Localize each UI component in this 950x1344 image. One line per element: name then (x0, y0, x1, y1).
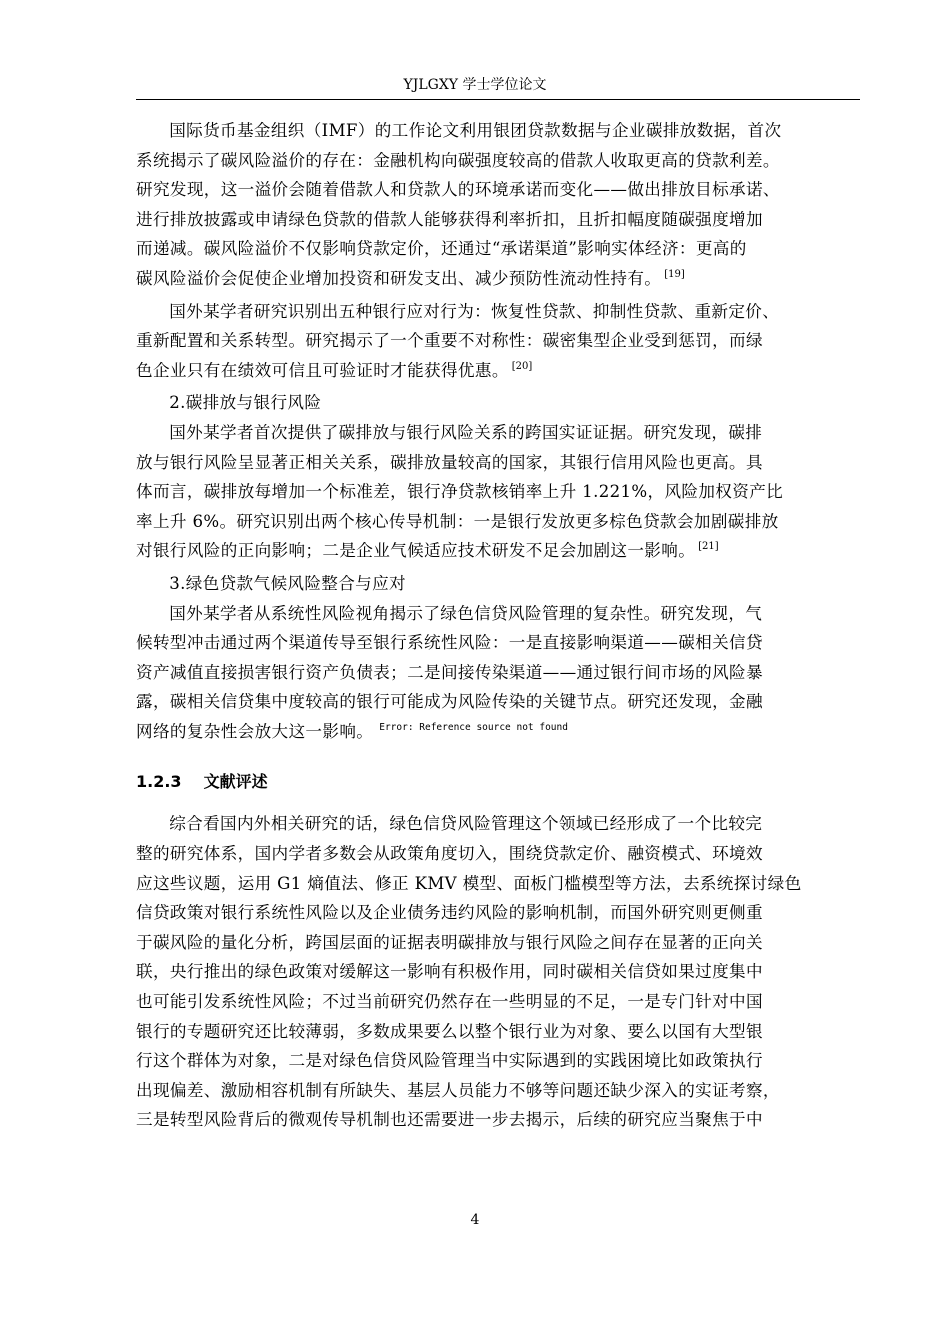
line-text: 进行排放披露或申请绿色贷款的借款人能够获得利率折扣，且折扣幅度随碳强度增加 (136, 209, 763, 229)
paragraph-line (136, 869, 860, 899)
body-paragraph (136, 809, 860, 1135)
line-text: 系统揭示了碳风险溢价的存在：金融机构向碳强度较高的借款人收取更高的贷款利差。 (136, 150, 780, 170)
subsection-heading: 2.碳排放与银行风险 (169, 393, 322, 413)
paragraph-line (136, 116, 860, 146)
line-text: 露，碳相关信贷集中度较高的银行可能成为风险传染的关键节点。研究还发现，金融 (136, 692, 763, 712)
paragraph-line (136, 536, 860, 569)
line-text: 整的研究体系，国内学者多数会从政策角度切入，围绕贷款定价、融资模式、环境效 (136, 844, 763, 864)
line-text: 出现偏差、激励相容机制有所缺失、基层人员能力不够等问题还缺少深入的实证考察， (136, 1080, 780, 1100)
paragraph-line (136, 1017, 860, 1047)
citation-ref[interactable]: [19] (664, 268, 685, 280)
paragraph-line (136, 507, 860, 537)
line-text: 资产减值直接损害银行资产负债表；二是间接传染渠道——通过银行间市场的风险暴 (136, 662, 763, 682)
paragraph-line (136, 687, 860, 717)
paragraph-line (136, 599, 860, 629)
paragraph-line (136, 418, 860, 448)
line-text: 也可能引发系统性风险；不过当前研究仍然存在一些明显的不足，一是专门针对中国 (136, 992, 763, 1012)
line-text: 应这些议题，运用 G1 熵值法、修正 KMV 模型、面板门槛模型等方法，去系统探讨绿色 (136, 873, 802, 893)
line-text: 而递减。碳风险溢价不仅影响贷款定价，还通过“承诺渠道”影响实体经济：更高的 (136, 239, 747, 259)
line-text: 联，央行推出的绿色政策对缓解这一影响有积极作用，同时碳相关信贷如果过度集中 (136, 962, 763, 982)
line-text: 放与银行风险呈显著正相关关系，碳排放量较高的国家，其银行信用风险也更高。具 (136, 452, 763, 472)
subsection-heading: 3.绿色贷款气候风险整合与应对 (169, 573, 406, 593)
running-header: YJLGXY 学士学位论文 (403, 77, 547, 93)
line-text: 候转型冲击通过两个渠道传导至银行系统性风险：一是直接影响渠道——碳相关信贷 (136, 633, 763, 653)
paragraph-line (136, 1046, 860, 1076)
paragraph-line (136, 928, 860, 958)
line-text: 国外某学者从系统性风险视角揭示了绿色信贷风险管理的复杂性。研究发现，气 (169, 603, 763, 623)
line-text: 信贷政策对银行系统性风险以及企业债务违约风险的影响机制，而国外研究则更侧重 (136, 903, 763, 923)
paragraph-line (136, 957, 860, 987)
line-text: 网络的复杂性会放大这一影响。 (136, 721, 374, 741)
line-text: 国际货币基金组织（IMF）的工作论文利用银团贷款数据与企业碳排放数据，首次 (169, 121, 782, 140)
paragraph-line (136, 809, 860, 839)
paragraph-line (136, 356, 860, 389)
line-text: 色企业只有在绩效可信且可验证时才能获得优惠。 (136, 360, 509, 380)
paragraph-line (136, 658, 860, 688)
paragraph-line (136, 839, 860, 869)
section-heading (136, 749, 860, 809)
line-text: 国外某学者首次提供了碳排放与银行风险关系的跨国实证证据。研究发现，碳排 (169, 422, 763, 442)
line-text: 率上升 6%。研究识别出两个核心传导机制：一是银行发放更多棕色贷款会加剧碳排放 (136, 511, 779, 531)
paragraph-line (136, 297, 860, 327)
section-number: 1.2.3 (136, 772, 182, 792)
page-body (136, 116, 860, 1135)
paragraph-line (136, 146, 860, 176)
paragraph-line (136, 1105, 860, 1135)
paragraph-line (136, 477, 860, 507)
paragraph-line (136, 1076, 860, 1106)
paragraph-line (136, 448, 860, 478)
line-text: 对银行风险的正向影响；二是企业气候适应技术研发不足会加剧这一影响。 (136, 541, 696, 561)
paragraph-line (136, 264, 860, 297)
paragraph-line (136, 898, 860, 928)
line-text: 行这个群体为对象，二是对绿色信贷风险管理当中实际遇到的实践困境比如政策执行 (136, 1051, 763, 1071)
line-text: 三是转型风险背后的微观传导机制也还需要进一步去揭示，后续的研究应当聚焦于中 (136, 1110, 763, 1130)
paragraph-line (136, 326, 860, 356)
line-text: 研究发现，这一溢价会随着借款人和贷款人的环境承诺而变化——做出排放目标承诺、 (136, 180, 780, 200)
line-text: 银行的专题研究还比较薄弱，多数成果要么以整个银行业为对象、要么以国有大型银 (136, 1021, 763, 1041)
line-text: 重新配置和关系转型。研究揭示了一个重要不对称性：碳密集型企业受到惩罚，而绿 (136, 331, 763, 351)
paragraph-line (136, 628, 860, 658)
line-text: 碳风险溢价会促使企业增加投资和研发支出、减少预防性流动性持有。 (136, 268, 662, 288)
citation-ref[interactable]: [21] (698, 541, 719, 553)
line-text: 于碳风险的量化分析，跨国层面的证据表明碳排放与银行风险之间存在显著的正向关 (136, 932, 763, 952)
paragraph-line (136, 234, 860, 264)
page-number: 4 (470, 1212, 480, 1228)
section-title: 文献评述 (203, 772, 268, 792)
body-paragraph (136, 297, 860, 389)
paragraph-line (136, 205, 860, 235)
line-text: 体而言，碳排放每增加一个标准差，银行净贷款核销率上升 1.221%，风险加权资产比 (136, 482, 784, 502)
body-paragraph (136, 116, 860, 297)
line-text: 国外某学者研究识别出五种银行应对行为：恢复性贷款、抑制性贷款、重新定价、 (169, 301, 780, 321)
body-paragraph (136, 599, 860, 750)
reference-error-text: Error: Reference source not found (379, 721, 568, 733)
paragraph-line (136, 717, 860, 750)
line-text: 综合看国内外相关研究的话，绿色信贷风险管理这个领域已经形成了一个比较完 (169, 814, 763, 834)
paragraph-line (136, 175, 860, 205)
paragraph-line (136, 987, 860, 1017)
header-rule (136, 99, 860, 100)
body-paragraph (136, 418, 860, 569)
citation-ref[interactable]: [20] (511, 360, 533, 372)
